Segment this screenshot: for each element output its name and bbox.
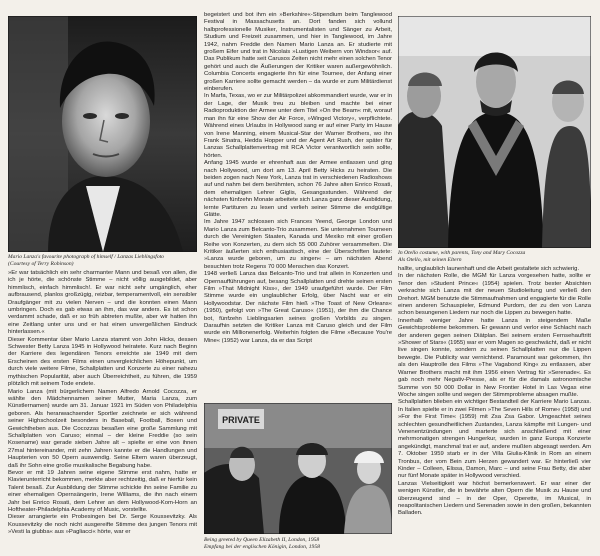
column-left-text xyxy=(8,270,197,537)
family-caption: In Otello costume, with parents, Tony and Mary Cocozza Als Otello, mit seinen Eltern xyxy=(398,250,526,263)
paragraph: Anfang 1945 wurde er ehrenhaft aus der Armee entlassen und ging nach Hollywood, um dort am 13. April Betty Hicks zu heiraten. Die beiden zogen nach New York, Lanza trat in verschiedenen Radioshows auf und nahm bei dem berühmten, schon 76 Jahre alten Enrico Rosati, dem ehemaligen Lehrer Giglis, Gesangsstunden. Während der nächsten fünfzehn Monate arbeitete sich Lanza ganz dieser Ausbildung, lernte Partituren zu lesen und verlieh seiner Stimme die endgültige Glätte. xyxy=(204,160,392,218)
paragraph: Dieser Kommentar über Mario Lanza stammt von John Hicks, dessen Schwester Betty Lanza 1945 in Hollywood heiratete. Kurz nach Beginn der Karriere des legendären Tenors erreichte sie 1949 mit dem Erscheinen des ersten Films einen unvergleichlichen Höhepunkt, um durch viele weitere Filme, Schallplatten und Konzerte zu einer nahezu mythischen Popularität, aber auch Überreichtheit, zu führen, die 1959 plötzlich mit seinem Tode endete. xyxy=(8,336,197,388)
portrait-image xyxy=(8,16,197,252)
family-photo xyxy=(398,16,591,248)
paragraph: Mario Lanza (mit bürgerlichem Namen Alfredo Arnold Cocozza, er wählte den Mädchennamen seiner Mutter, Maria Lanza, zum Künstlernamen) wurde am 31. Januar 1921 im Süden von Philadelphia geboren. Als heranwachsender Sportler zeichnete er sich während seiner Highschoolzeit besonders in Baseball, Football, Boxen und Gewichtheben aus. Die Cocozzas besaßen eine große Sammlung mit Schallplatten von Caruso; einmal – der kleine Freddie (so sein Kosename) war gerade sieben Jahre alt – spielte er eine von ihnen 27mal hintereinander, mit zehn Jahren kannte er die Handlungen und Haupterien von 50 Opern auswendig. Seine Eltern waren überzeugt, daß ihr Sohn eine große musikalische Begabung habe. xyxy=(8,388,197,469)
column-middle-text xyxy=(204,12,392,345)
paragraph: Schallplatten blieben ein wichtiger Bestandteil der Karriere Mario Lanzas. In Italien spielte er in zwei Filmen »The Seven Hills of Rome« (1958) und »For the First Time« (1959) mit Zsa Zsa Gabor. Umgeachtet seines schlechten gesundheitlichen Zustandes, Lanza kämpfte mit Lungen- und Venenentzündungen und marterte sich anschließend mit einer mehrmonatigen strengen Hungerkur, wurden in ganz Europa Konzerte angekündigt, manchmal trat er auf, andere mußten abgesagt werden. Am 7. Oktober 1959 starb er in der Villa Giulia-Klinik in Rom an einem Tronbus, der vom Bein zum Herzen gewandert war. Er hinterließ vier Kinder – Colleen, Elissa, Damon, Marc – und seine Frau Betty, die aber nur fünf Monate später in Hollywood verschied. xyxy=(398,399,591,480)
family-image xyxy=(398,16,591,248)
paragraph: Innerhalb weniger Jahre hatte Lanza in steigendem Maße Gewichtsprobleme bekommen. Er gewann und verlor eine Schlacht nach der anderen gegen seinen Diätplan. Bei seinem ersten Fernsehauftritt »Shower of Stars« (1955) war er vom Magen so geschwächt, daß er nicht live singen konnte, sondern zu seinen Schallplatten nur die Lippen bewegte. Die Publicity war vernichtend. Paramount war gekommen, ihn als den Hauptrolle des Films »The Vagabond King« zu entlassen, aber Warner Brothers macht mit ihm 1956 einen Vertrag für »Serenade«. Es gab noch mehr Negativ-Presse, als er für die damals astronomische Summe von 50 000 Dollar in New Frontier Hotel in Las Vegas eine Woche singen sollte und wegen der Stimmprobleme absagen mußte. xyxy=(398,317,591,398)
queen-caption: Being greeted by Queen Elizabeth II, London, 1958 Empfang bei der englischen Königin, London, 1958 xyxy=(204,537,320,550)
paragraph: Dieser arrangierte ein Probesingen bei Dr. Serge Koussevitzky. Als Koussevitzky die noch nicht ausgereifte Stimme des jungen Tenors mit »Vesti la giubba« aus »Pagliacci« hörte, war er xyxy=(8,514,197,536)
paragraph: hallte, unglaublich launenhaft und die Arbeit gestaltete sich schwierig. xyxy=(398,266,580,272)
paragraph: In Marfa, Texas, wo er zur Militärpolizei abkommandiert wurde, war er in der Lage, der Musik treu zu bleiben und machte bei einer Radioproduktion der Armee unter dem Titel »On the Beam« mit, worauf man ihn für eine Show der Air Force, »Winged Victory«, verpflichtete. Während eines Urlaubs in Hollywood sang er auf einer Party im Hause von Irene Manning, einem Musical-Star der Warner Brothers, wo ihn Frank Sinatra, Hedda Hopper und der Agent Art Rush, der später für Lanzas Schallplattenvertrag mit RCA Victor verantwortlich sein sollte, hörten. xyxy=(204,93,392,159)
paragraph: Bevor er mit 19 Jahren seine eigene Stimme erst nahm, hatte er Klavierunterricht bekommen, merkte aber rechtzeitig, daß er hierfür kein Talent besaß. Zur Ausbildung der Stimme schickte ihn seine Familie zu einer ehemaligen Opernsängerin, Irene Williams, die ihn nach einem Jahr bei Enrico Rosati, dem Lehrer an dem Hollywood-Kom-Horn an Hoftheater-Philadelphia Academy of Music, vorstellte. xyxy=(8,469,197,513)
paragraph: 1948 verließ Lanza das Belcanto-Trio und trat allein in Konzerten und Opernaufführungen auf, besang Schallplatten und drehte seinen ersten Film »That Midnight Kiss«, der 1949 uraufgeführt wurde. Der Film Stimme wurde ein unglaublicher Erfolg, über Nacht war er ein Hollywoodstar. Der nächste Film hieß »The Toast of New Orleans« (1950), gefolgt von »The Great Caruso« (1951), der ihm die Chance bot, fünfzehn Lieblingsarien seines großen Vorbilds zu singen. Daraufhin setzten die Kritiker Lanza mit Caruso gleich und der Film wurde ein Millionenerfolg. Weiterhin folgten die Filme »Because You're Mine« (1952) war Lanza, da er das Script xyxy=(204,271,392,344)
private-sign-text: PRIVATE xyxy=(222,415,260,425)
queen-image xyxy=(204,403,392,534)
column-right-text xyxy=(398,266,591,518)
portrait-photo xyxy=(8,16,197,252)
paragraph: In der nächsten Rolle, die MGM für Lanza vorgesehen hatte, sollte er Tenor den »Student Prince« (1954) spielen. Trotz bester Absichten verkrachte sich Lanza mit der neuen Studioleitung und verließ den Drehort. MGM benutzte die Stimmaufnahmen und engagierte für die Rolle einen anderen Schauspieler, Edmund Purdom, der zu den von Lanza schon besungenen Liedern nur noch die Lippen zu bewegen hatte. xyxy=(398,273,591,317)
queen-photo xyxy=(204,403,392,534)
portrait-caption: Mario Lanza's favourite photograph of himself / Lanzas Lieblingsfoto (Courtesy of Terry Robinson) xyxy=(8,254,164,267)
paragraph: begeistert und bot ihm ein »Berkshire«-Stipendium beim Tanglewood Festival in Massachusetts an. Dort fanden sich vollund halbprofessionelle Musiker, Instrumentalisten und Sänger zu Arbeit, Studium und Freizeit zusammen, und hier in Tanglewood, im Jahre 1942, nahm Freddie den Namen Mario Lanza an. Er studierte mit großem Eifer und trat in Nicolais »Lustigen Weibern von Windsor« auf. Das Publikum hatte seit Carusos Zeiten nicht mehr einen solchen Tenor gehört und auch die Äußerungen der Kritiker waren außergewöhnlich. Columbia Concerts engagierte ihn für eine Tournee, der Anfang einer großen Karriere sollte gemacht werden – da wurde er zum Militärdienst einberufen. xyxy=(204,12,392,93)
paragraph: Im Jahre 1947 schlossen sich Frances Yeend, George London und Mario Lanza zum Belcanto-Trio zusammen. Sie unternahmen Tourneen durch die Vereinigten Staaten, Kanada und Mexiko mit einer großen Reihe von Konzerten, zu dem sich 55 000 Zuhörer versammelten. Die Kritiker äußerten sich enthusiastisch, eine der Überschriften lautete: »Lanza wurde geboren, um zu singen« – am nächsten Abend besuchten trotz Regens 70 000 Menschen das Konzert. xyxy=(204,219,392,270)
paragraph: Lanzas Vielseitigkeit war höchst bemerkenswert. Er war einer der wenigen Künstler, die in bewährte alten Opern die Musik zu Hause und überzeugend sind – in der Oper, Operette, im Musical, in neapolitanischen Liedern und Serenaden sowie in den großen, bekannten Balladen. xyxy=(398,480,591,517)
paragraph: »Er war tatsächlich ein sehr charmanter Mann und besaß von allen, die ich je hörte, die schönste Stimme – nicht völlig ausgebildet, aber himmlisch, einfach himmlisch!. Er war nicht sehr umgänglich, eher aufbrausend, planlos großzügig, reizbar, temperamentvoll, ein sensibler Draufgänger mit zu vielen Nerven – und die konnten einen Mann umbringen. Doch es gab etwas an ihm, das war anders. Es ist schon verdammt schade, daß er so früh abtreten mußte, aber wir hatten ihn eine Zeitlang unter uns und er hat einen unvergeßlichen Eindruck hinterlassen.« xyxy=(8,270,197,336)
